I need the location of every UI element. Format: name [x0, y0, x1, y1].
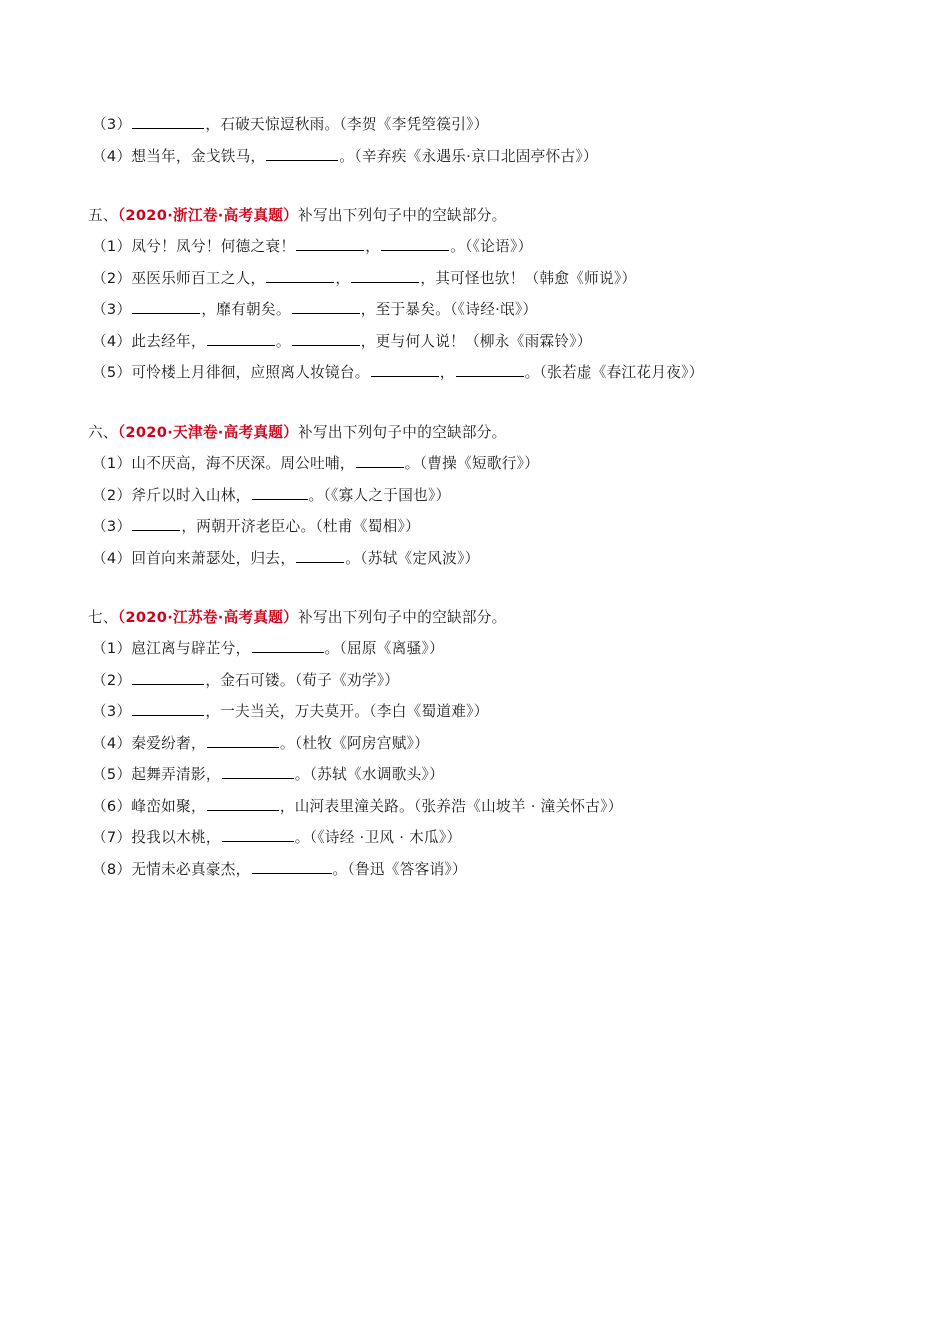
question-item: [92, 547, 480, 571]
item-text: ，更与何人说！（柳永《雨霖铃》）: [360, 333, 592, 350]
item-number: （5）: [92, 766, 132, 783]
question-item: [92, 515, 420, 539]
item-text: ，石破天惊逗秋雨。（李贺《李凭箜篌引》）: [205, 116, 489, 133]
question-item: [92, 637, 444, 661]
question-item: [92, 826, 461, 850]
item-text: 秦爱纷奢，: [131, 735, 206, 752]
exam-source: （2020·浙江卷·高考真题）: [117, 207, 299, 224]
question-item: [92, 795, 623, 819]
question-item: [92, 858, 467, 882]
answer-blank[interactable]: [266, 268, 334, 283]
item-number: （3）: [92, 703, 132, 720]
question-item: [92, 113, 489, 137]
item-text: ，一夫当关，万夫莫开。（李白《蜀道难》）: [205, 703, 489, 720]
item-text: 回首向来萧瑟处，归去，: [131, 550, 296, 567]
answer-blank[interactable]: [222, 827, 294, 842]
item-text: 想当年，金戈铁马，: [131, 148, 266, 165]
item-text: 。（《论语》）: [450, 238, 533, 255]
answer-blank[interactable]: [292, 331, 360, 346]
question-item: [92, 235, 532, 259]
question-item: [92, 298, 537, 322]
item-text: 。（屈原《离骚》）: [324, 640, 444, 657]
answer-blank[interactable]: [207, 733, 279, 748]
item-text: ，其可怪也欤！（韩愈《师说》）: [420, 270, 637, 287]
answer-blank[interactable]: [252, 859, 332, 874]
answer-blank[interactable]: [381, 236, 449, 251]
item-text: 投我以木桃，: [131, 829, 221, 846]
item-text: ，: [439, 364, 455, 381]
item-number: （7）: [92, 829, 132, 846]
item-text: 。（《寡人之于国也》）: [308, 487, 451, 504]
answer-blank[interactable]: [456, 362, 524, 377]
item-number: （2）: [92, 270, 132, 287]
item-number: （5）: [92, 364, 132, 381]
question-item: [92, 267, 636, 291]
item-number: （1）: [92, 455, 132, 472]
answer-blank[interactable]: [292, 299, 360, 314]
answer-blank[interactable]: [222, 764, 294, 779]
section-heading: [88, 204, 507, 228]
item-text: ，两朝开济老臣心。（杜甫《蜀相》）: [181, 518, 420, 535]
item-text: ，至于暴矣。（《诗经·氓》）: [360, 301, 538, 318]
answer-blank[interactable]: [351, 268, 419, 283]
item-text: 巫医乐师百工之人，: [131, 270, 266, 287]
section-prefix: 五、: [88, 207, 118, 224]
answer-blank[interactable]: [296, 548, 344, 563]
answer-blank[interactable]: [132, 299, 200, 314]
question-item: [92, 452, 539, 476]
answer-blank[interactable]: [132, 114, 204, 129]
item-text: 。（鲁迅《答客诮》）: [332, 861, 467, 878]
answer-blank[interactable]: [207, 331, 275, 346]
answer-blank[interactable]: [207, 796, 279, 811]
answer-blank[interactable]: [252, 485, 308, 500]
answer-blank[interactable]: [296, 236, 364, 251]
section-prefix: 六、: [88, 424, 118, 441]
question-item: [92, 669, 399, 693]
answer-blank[interactable]: [132, 701, 204, 716]
item-number: （2）: [92, 672, 132, 689]
item-text: 凤兮！凤兮！何德之衰！: [131, 238, 296, 255]
item-number: （4）: [92, 735, 132, 752]
item-text: 。（辛弃疾《永遇乐·京口北固亭怀古》）: [339, 148, 598, 165]
item-text: ，山河表里潼关路。（张养浩《山坡羊 · 潼关怀古》）: [279, 798, 623, 815]
item-number: （4）: [92, 148, 132, 165]
item-text: 。: [275, 333, 291, 350]
item-number: （8）: [92, 861, 132, 878]
item-text: 。（曹操《短歌行》）: [404, 455, 540, 472]
item-number: （3）: [92, 116, 132, 133]
section-instruction: 补写出下列句子中的空缺部分。: [298, 207, 507, 224]
answer-blank[interactable]: [132, 670, 204, 685]
answer-blank[interactable]: [252, 638, 324, 653]
answer-blank[interactable]: [371, 362, 439, 377]
item-text: ，靡有朝矣。: [201, 301, 291, 318]
item-text: ，: [365, 238, 381, 255]
question-item: [92, 763, 444, 787]
item-number: （1）: [92, 238, 132, 255]
item-text: 扈江离与辟芷兮，: [131, 640, 251, 657]
answer-blank[interactable]: [356, 453, 404, 468]
item-text: 。（苏轼《定风波》）: [345, 550, 480, 567]
section-instruction: 补写出下列句子中的空缺部分。: [298, 424, 507, 441]
question-item: [92, 330, 592, 354]
item-text: 。（杜牧《阿房宫赋》）: [279, 735, 430, 752]
exam-source: （2020·江苏卷·高考真题）: [117, 609, 299, 626]
item-number: （3）: [92, 301, 132, 318]
item-text: 山不厌高，海不厌深。周公吐哺，: [131, 455, 355, 472]
item-text: 起舞弄清影，: [131, 766, 221, 783]
item-number: （4）: [92, 333, 132, 350]
section-heading: [88, 606, 507, 630]
question-item: [92, 484, 450, 508]
answer-blank[interactable]: [266, 146, 338, 161]
item-number: （6）: [92, 798, 132, 815]
item-text: 可怜楼上月徘徊，应照离人妆镜台。: [131, 364, 370, 381]
item-number: （3）: [92, 518, 132, 535]
question-item: [92, 732, 429, 756]
question-item: [92, 700, 489, 724]
item-text: 无情未必真豪杰，: [131, 861, 251, 878]
item-number: （1）: [92, 640, 132, 657]
item-text: 。（张若虚《春江花月夜》）: [524, 364, 704, 381]
section-instruction: 补写出下列句子中的空缺部分。: [298, 609, 507, 626]
item-text: 。（《诗经 ·卫风 · 木瓜》）: [294, 829, 462, 846]
item-text: 。（苏轼《水调歌头》）: [294, 766, 444, 783]
item-text: 峰峦如聚，: [131, 798, 206, 815]
answer-blank[interactable]: [132, 516, 180, 531]
question-item: [92, 361, 704, 385]
item-text: ，: [335, 270, 351, 287]
item-number: （2）: [92, 487, 132, 504]
exam-source: （2020·天津卷·高考真题）: [117, 424, 299, 441]
item-text: ，金石可镂。（荀子《劝学》）: [205, 672, 400, 689]
question-item: [92, 145, 598, 169]
item-text: 此去经年，: [131, 333, 206, 350]
item-number: （4）: [92, 550, 132, 567]
section-heading: [88, 421, 507, 445]
section-prefix: 七、: [88, 609, 118, 626]
item-text: 斧斤以时入山林，: [131, 487, 251, 504]
